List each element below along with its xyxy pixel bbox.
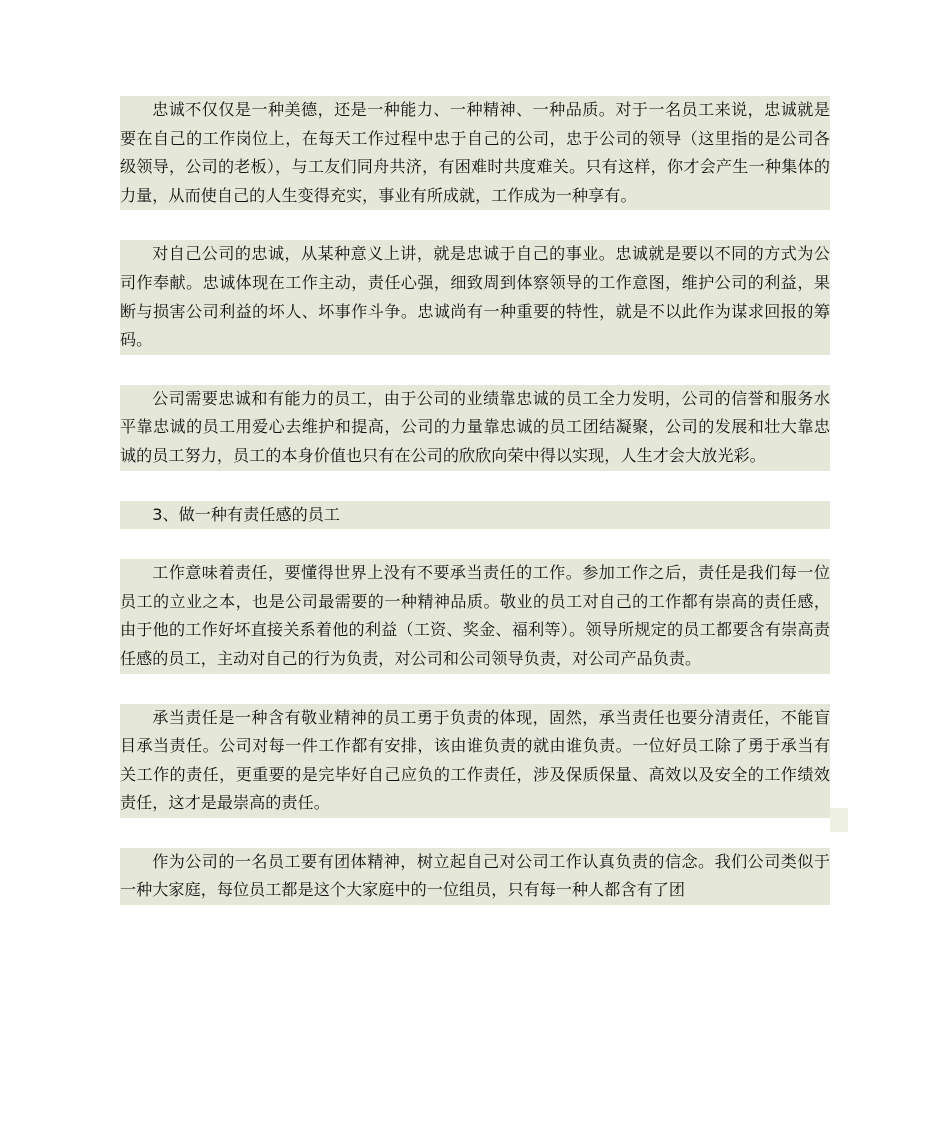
paragraph-work-responsibility: 工作意味着责任，要懂得世界上没有不要承当责任的工作。参加工作之后，责任是我们每一位员工的立业之本，也是公司最需要的一种精神品质。敬业的员工对自己的工作都有崇高的责任感，由于他的工作好坏直接关系着他的利益（工资、奖金、福利等）。领导所规定的员工都要含有崇高责任感的员工，主动对自己的行为负责，对公司和公司领导负责，对公司产品负责。 bbox=[120, 559, 830, 673]
paragraph-gap bbox=[120, 471, 830, 501]
paragraph-gap bbox=[120, 210, 830, 240]
paragraph-taking-responsibility: 承当责任是一种含有敬业精神的员工勇于负责的体现，固然，承当责任也要分清责任，不能盲目承当责任。公司对每一件工作都有安排，该由谁负责的就由谁负责。一位好员工除了勇于承当有关工作的责任，更重要的是完毕好自己应负的工作责任，涉及保质保量、高效以及安全的工作绩效责任，这才是最崇高的责任。 bbox=[120, 704, 830, 818]
paragraph-gap bbox=[120, 355, 830, 385]
paragraph-team-spirit: 作为公司的一名员工要有团体精神，树立起自己对公司工作认真负责的信念。我们公司类似于一种大家庭，每位员工都是这个大家庭中的一位组员，只有每一种人都含有了团 bbox=[120, 848, 830, 905]
paragraph-gap bbox=[120, 529, 830, 559]
paragraph-gap bbox=[120, 818, 830, 848]
paragraph-company-needs: 公司需要忠诚和有能力的员工，由于公司的业绩靠忠诚的员工全力发明，公司的信誉和服务水平靠忠诚的员工用爱心去维护和提高，公司的力量靠忠诚的员工团结凝聚，公司的发展和壮大靠忠诚的员工努力，员工的本身价值也只有在公司的欣欣向荣中得以实现，人生才会大放光彩。 bbox=[120, 385, 830, 471]
document-body bbox=[120, 96, 830, 905]
paragraph-loyalty-virtue: 忠诚不仅仅是一种美德，还是一种能力、一种精神、一种品质。对于一名员工来说，忠诚就是要在自己的工作岗位上，在每天工作过程中忠于自己的公司，忠于公司的领导（这里指的是公司各级领导，公司的老板），与工友们同舟共济，有困难时共度难关。只有这样，你才会产生一种集体的力量，从而使自己的人生变得充实，事业有所成就，工作成为一种享有。 bbox=[120, 96, 830, 210]
paragraph-gap bbox=[120, 674, 830, 704]
highlight-notch bbox=[830, 808, 848, 832]
paragraph-loyalty-career: 对自己公司的忠诚，从某种意义上讲，就是忠诚于自己的事业。忠诚就是要以不同的方式为公司作奉献。忠诚体现在工作主动，责任心强，细致周到体察领导的工作意图，维护公司的利益，果断与损害公司利益的坏人、坏事作斗争。忠诚尚有一种重要的特性，就是不以此作为谋求回报的筹码。 bbox=[120, 240, 830, 354]
section-heading-responsibility: 3、做一种有责任感的员工 bbox=[120, 501, 830, 530]
